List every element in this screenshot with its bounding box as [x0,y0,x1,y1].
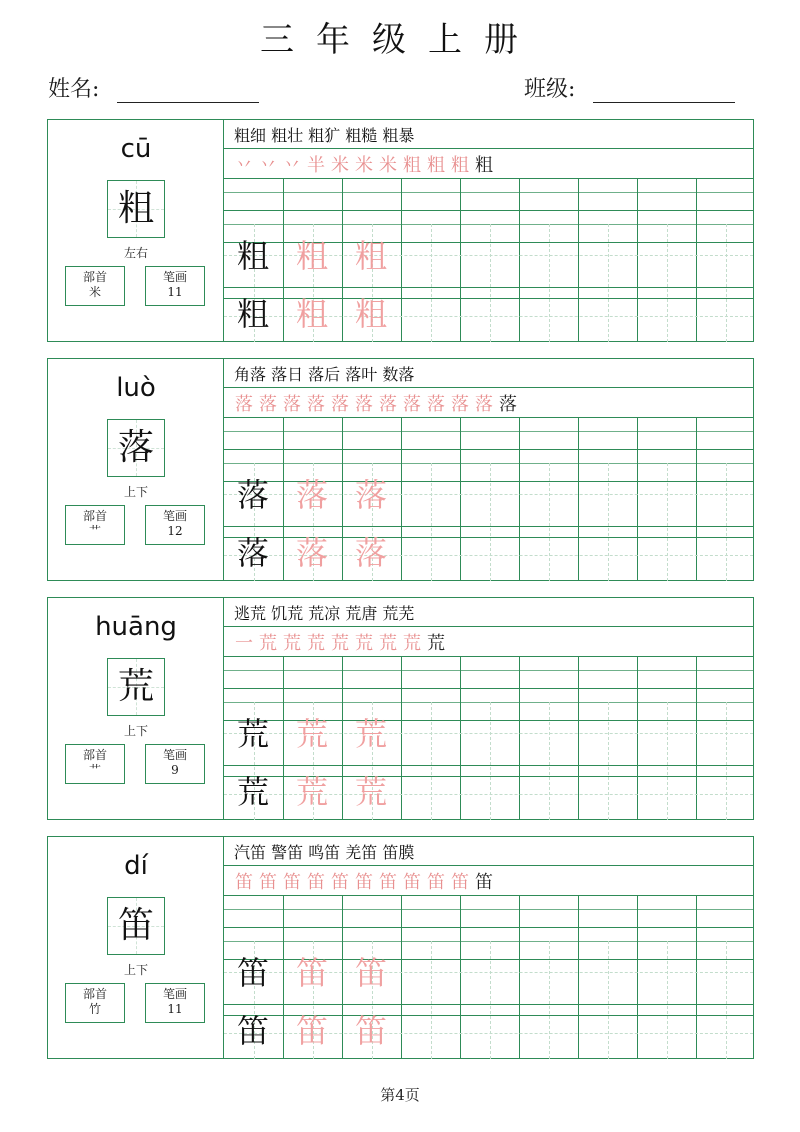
character-box [107,180,165,238]
stroke-step: 笛 [235,872,253,893]
practice-character: 落 [295,534,328,572]
empty-practice-cell[interactable] [460,1002,518,1060]
structure-label: 上下 [123,485,148,499]
class-label: 班级: [524,77,576,102]
empty-practice-cell[interactable] [578,524,636,582]
stroke-step: 落 [403,394,421,415]
empty-practice-cell[interactable] [460,944,518,1002]
stroke-count-value: 11 [167,285,183,299]
practice-character: 荒 [236,715,269,753]
character-info-panel [48,837,224,1058]
stroke-count-value: 9 [171,763,179,777]
empty-practice-cell[interactable] [696,763,754,821]
stroke-step: 荒 [403,633,421,654]
practice-character: 荒 [236,773,269,811]
class-blank-line[interactable] [593,78,735,103]
radical-value: 艹 [88,524,101,538]
grid-line [224,702,753,703]
stroke-step: 落 [259,394,277,415]
radical-label: 部首 [82,270,107,284]
empty-practice-cell[interactable] [401,524,459,582]
stroke-step: 荒 [307,633,325,654]
grid-line [224,670,753,671]
stroke-order [232,629,448,655]
stroke-step: 米 [355,155,373,176]
pinyin: cū [120,134,152,164]
empty-practice-cell[interactable] [637,763,695,821]
stroke-count-value: 11 [167,1002,183,1016]
stroke-step: 丷 [235,155,253,176]
page-title: 三年级上册 [260,20,540,60]
practice-panel [224,359,753,580]
empty-practice-cell[interactable] [460,763,518,821]
radical-label: 部首 [82,748,107,762]
grid-line [224,895,753,896]
grid-line [224,210,753,211]
word-list: 粗细 粗壮 粗犷 粗糙 粗暴 [234,126,415,145]
stroke-order [232,390,520,416]
empty-practice-cell[interactable] [696,285,754,343]
pinyin: luò [116,373,156,403]
stroke-step: 落 [355,394,373,415]
empty-practice-cell[interactable] [460,705,518,763]
stroke-step: 笛 [283,872,301,893]
practice-character: 粗 [354,237,387,275]
stroke-count-value: 12 [167,524,183,538]
stroke-count-label: 笔画 [162,509,187,523]
character-info-panel [48,598,224,819]
practice-character: 笛 [295,1012,328,1050]
empty-practice-cell[interactable] [637,1002,695,1060]
stroke-step: 荒 [331,633,349,654]
grid-line [224,463,753,464]
empty-practice-cell[interactable] [401,705,459,763]
stroke-count-label: 笔画 [162,270,187,284]
main-character: 粗 [117,188,154,229]
stroke-step: 笛 [259,872,277,893]
empty-practice-cell[interactable] [578,763,636,821]
stroke-step: 落 [499,394,517,415]
radical-box [65,983,125,1023]
empty-practice-cell[interactable] [519,705,577,763]
main-character: 荒 [117,666,154,707]
radical-box [65,744,125,784]
empty-practice-cell[interactable] [696,1002,754,1060]
empty-practice-cell[interactable] [696,944,754,1002]
stroke-step: 一 [235,633,253,654]
stroke-step: 粗 [451,155,469,176]
practice-character: 荒 [295,715,328,753]
practice-panel [224,837,753,1058]
stroke-step: 笛 [475,872,493,893]
practice-character: 落 [236,476,269,514]
stroke-step: 笛 [451,872,469,893]
empty-practice-cell[interactable] [460,285,518,343]
stroke-step: 笛 [403,872,421,893]
character-box [107,897,165,955]
empty-practice-cell[interactable] [519,763,577,821]
practice-character: 粗 [295,295,328,333]
grid-line [224,431,753,432]
stroke-step: 丷 [259,155,277,176]
stroke-count-box [145,744,205,784]
practice-character: 荒 [354,773,387,811]
empty-practice-cell[interactable] [460,466,518,524]
radical-value: 艹 [88,763,101,777]
character-card [47,836,754,1059]
grid-line [224,927,753,928]
grid-line [224,192,753,193]
empty-practice-cell[interactable] [401,285,459,343]
character-card [47,119,754,342]
stroke-order [232,151,496,177]
empty-practice-cell[interactable] [637,524,695,582]
character-card [47,358,754,581]
practice-character: 粗 [236,237,269,275]
practice-panel [224,120,753,341]
practice-character: 荒 [295,773,328,811]
stroke-step: 笛 [427,872,445,893]
word-list: 角落 落日 落后 落叶 数落 [234,365,415,384]
stroke-step: 落 [427,394,445,415]
main-character: 笛 [117,905,154,946]
empty-practice-cell[interactable] [519,944,577,1002]
empty-practice-cell[interactable] [401,227,459,285]
stroke-step: 落 [331,394,349,415]
practice-character: 笛 [354,954,387,992]
stroke-step: 荒 [379,633,397,654]
empty-practice-cell[interactable] [401,763,459,821]
word-list: 逃荒 饥荒 荒凉 荒唐 荒芜 [234,604,415,623]
stroke-step: 半 [307,155,325,176]
empty-practice-cell[interactable] [519,227,577,285]
empty-practice-cell[interactable] [578,227,636,285]
stroke-step: 落 [283,394,301,415]
empty-practice-cell[interactable] [578,1002,636,1060]
stroke-count-box [145,983,205,1023]
grid-line [224,178,753,179]
radical-value: 竹 [88,1002,101,1016]
word-list: 汽笛 警笛 鸣笛 羌笛 笛膜 [234,843,415,862]
empty-practice-cell[interactable] [578,944,636,1002]
empty-practice-cell[interactable] [696,227,754,285]
empty-practice-cell[interactable] [519,524,577,582]
empty-practice-cell[interactable] [460,524,518,582]
grid-line [224,387,753,388]
stroke-step: 粗 [475,155,493,176]
stroke-step: 笛 [379,872,397,893]
radical-value: 米 [88,285,101,299]
empty-practice-cell[interactable] [637,285,695,343]
stroke-step: 粗 [403,155,421,176]
page-number: 第4页 [380,1086,420,1104]
stroke-step: 落 [235,394,253,415]
stroke-step: 米 [331,155,349,176]
character-info-panel [48,120,224,341]
grid-line [224,656,753,657]
radical-label: 部首 [82,509,107,523]
pinyin: huāng [95,612,177,642]
practice-character: 粗 [295,237,328,275]
radical-box [65,505,125,545]
stroke-count-label: 笔画 [162,987,187,1001]
grid-line [224,417,753,418]
stroke-step: 笛 [307,872,325,893]
stroke-step: 落 [475,394,493,415]
empty-practice-cell[interactable] [519,466,577,524]
empty-practice-cell[interactable] [637,944,695,1002]
empty-practice-cell[interactable] [401,466,459,524]
stroke-order [232,868,496,894]
class-field [524,72,735,103]
grid-line [224,626,753,627]
stroke-step: 粗 [427,155,445,176]
stroke-step: 笛 [331,872,349,893]
stroke-step: 丷 [283,155,301,176]
practice-character: 粗 [354,295,387,333]
empty-practice-cell[interactable] [519,285,577,343]
stroke-count-box [145,266,205,306]
empty-practice-cell[interactable] [578,705,636,763]
character-box [107,419,165,477]
stroke-count-box [145,505,205,545]
stroke-step: 落 [379,394,397,415]
stroke-step: 落 [307,394,325,415]
practice-character: 笛 [354,1012,387,1050]
practice-character: 落 [354,534,387,572]
radical-label: 部首 [82,987,107,1001]
empty-practice-cell[interactable] [696,524,754,582]
practice-character: 笛 [236,954,269,992]
practice-character: 粗 [236,295,269,333]
grid-line [224,865,753,866]
empty-practice-cell[interactable] [401,1002,459,1060]
stroke-step: 荒 [355,633,373,654]
empty-practice-cell[interactable] [696,466,754,524]
practice-character: 落 [236,534,269,572]
stroke-step: 荒 [283,633,301,654]
grid-line [224,941,753,942]
empty-practice-cell[interactable] [578,466,636,524]
empty-practice-cell[interactable] [696,705,754,763]
practice-character: 荒 [354,715,387,753]
empty-practice-cell[interactable] [637,705,695,763]
name-field [48,72,259,103]
practice-character: 落 [295,476,328,514]
practice-character: 落 [354,476,387,514]
stroke-step: 米 [379,155,397,176]
grid-line [224,148,753,149]
empty-practice-cell[interactable] [637,227,695,285]
stroke-step: 落 [451,394,469,415]
grid-line [224,688,753,689]
radical-box [65,266,125,306]
name-label: 姓名: [48,77,100,102]
stroke-step: 荒 [427,633,445,654]
empty-practice-cell[interactable] [401,944,459,1002]
grid-line [224,224,753,225]
structure-label: 上下 [123,724,148,738]
grid-line [224,449,753,450]
character-card [47,597,754,820]
grid-line [224,909,753,910]
stroke-step: 笛 [355,872,373,893]
practice-panel [224,598,753,819]
main-character: 落 [117,427,154,468]
name-blank-line[interactable] [117,78,259,103]
practice-character: 笛 [236,1012,269,1050]
structure-label: 左右 [123,246,148,260]
empty-practice-cell[interactable] [578,285,636,343]
practice-character: 笛 [295,954,328,992]
stroke-step: 荒 [259,633,277,654]
pinyin: dí [124,851,148,881]
empty-practice-cell[interactable] [460,227,518,285]
structure-label: 上下 [123,963,148,977]
empty-practice-cell[interactable] [519,1002,577,1060]
character-info-panel [48,359,224,580]
character-box [107,658,165,716]
stroke-count-label: 笔画 [162,748,187,762]
empty-practice-cell[interactable] [637,466,695,524]
